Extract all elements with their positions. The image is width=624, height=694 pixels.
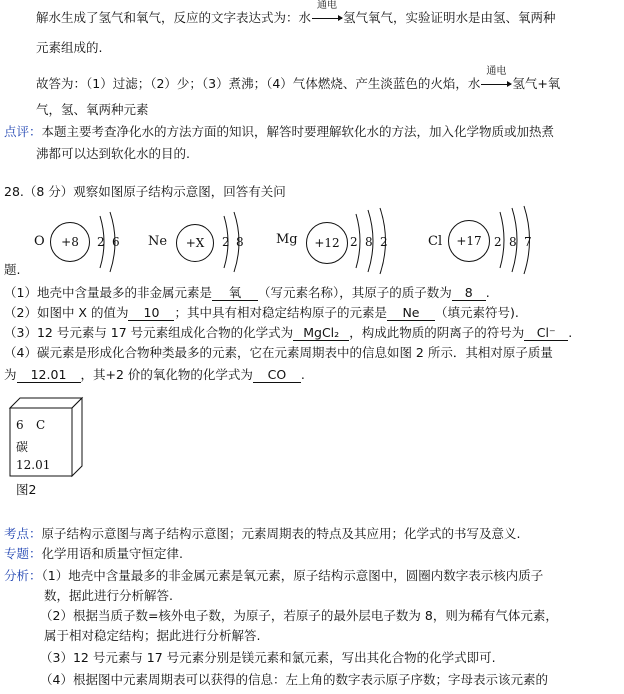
nucleus: +12 bbox=[306, 222, 348, 264]
part-text: . bbox=[568, 325, 573, 340]
part-text: . bbox=[485, 285, 490, 300]
question-28-header: 28.（8 分）观察如图原子结构示意图，回答有关问 bbox=[4, 184, 286, 199]
shell-count: 2 bbox=[222, 235, 230, 249]
part-text: （3）12 号元素与 17 号元素组成化合物的化学式为 bbox=[4, 325, 294, 340]
analysis-2-line-1: （2）根据当质子数=核外电子数，为原子，若原子的最外层电子数为 8，则为稀有气体元素， bbox=[40, 608, 558, 623]
part-text: （2）如图中 X 的值为 bbox=[4, 305, 129, 320]
answer-blank: CO bbox=[253, 368, 301, 383]
nucleus: +8 bbox=[50, 222, 90, 262]
answer-blank: 8 bbox=[452, 286, 486, 301]
analysis-label: 分析： bbox=[4, 568, 42, 583]
part-text: ；其中具有相对稳定结构原子的元素是 bbox=[174, 305, 387, 320]
intro-text: 氢气氧气，实验证明水是由氢、氧两种 bbox=[343, 10, 556, 25]
analysis-1-line-2: 数，据此进行分析解答. bbox=[44, 588, 173, 603]
part-4-line-1: （4）碳元素是形成化合物种类最多的元素，它在元素周期表中的信息如图 2 所示．其相对原子质量 bbox=[4, 345, 553, 360]
reaction-arrow bbox=[480, 66, 512, 92]
reaction-arrow bbox=[311, 0, 343, 26]
atomic-mass: 12.01 bbox=[16, 458, 51, 472]
answer-blank: MgCl₂ bbox=[293, 326, 349, 341]
analysis-text: （1）地壳中含量最多的非金属元素是氧元素，原子结构示意图中，圆圈内数字表示核内质子 bbox=[41, 568, 544, 583]
shell-count: 8 bbox=[509, 235, 517, 249]
comment-line-2: 沸都可以达到软化水的目的. bbox=[36, 146, 190, 161]
part-text: （1）地壳中含量最多的非金属元素是 bbox=[4, 285, 212, 300]
figure-caption: 图2 bbox=[16, 482, 37, 497]
shell-count: 2 bbox=[380, 235, 388, 249]
element-symbol: Cl bbox=[428, 234, 443, 249]
knowledge-point bbox=[4, 526, 521, 542]
analysis-4: （4）根据图中元素周期表可以获得的信息：左上角的数字表示原子序数；字母表示该元素的 bbox=[40, 672, 548, 687]
element-name: 碳 bbox=[16, 440, 29, 454]
shell-count: 2 bbox=[350, 235, 358, 249]
answer-blank: Cl⁻ bbox=[524, 326, 568, 341]
part-text: ，其+2 价的氧化物的化学式为 bbox=[80, 367, 253, 382]
shell-count: 8 bbox=[365, 235, 373, 249]
knowledge-label: 考点： bbox=[4, 526, 42, 541]
topic-text: 化学用语和质量守恒定律. bbox=[41, 546, 183, 561]
comment-label: 点评： bbox=[4, 124, 42, 139]
element-symbol: Mg bbox=[276, 232, 298, 247]
part-text: . bbox=[300, 367, 305, 382]
topic bbox=[4, 546, 183, 562]
element-symbol: O bbox=[34, 234, 45, 249]
answer-line-1 bbox=[36, 66, 561, 92]
comment-text: 本题主要考查净化水的方法方面的知识，解答时要理解软化水的方法，加入化学物质或加热煮 bbox=[41, 124, 555, 139]
part-text: （填元素符号). bbox=[434, 305, 519, 320]
analysis-1-line-1 bbox=[4, 568, 543, 584]
answer-blank: 氧 bbox=[212, 286, 258, 301]
intro-line-1 bbox=[36, 0, 556, 26]
knowledge-text: 原子结构示意图与离子结构示意图；元素周期表的特点及其应用；化学式的书写及意义. bbox=[41, 526, 521, 541]
question-28-tail: 题. bbox=[4, 262, 21, 277]
part-text: （写元素名称），其原子的质子数为 bbox=[257, 285, 452, 300]
answer-blank: Ne bbox=[387, 306, 435, 321]
shell-count: 8 bbox=[236, 235, 244, 249]
part-1 bbox=[4, 285, 490, 301]
answer-line-2: 气，氢、氧两种元素 bbox=[36, 102, 149, 117]
analysis-2-line-2: 属于相对稳定结构；据此进行分析解答. bbox=[44, 628, 261, 643]
nucleus: +X bbox=[176, 224, 214, 262]
answer-text: 氢气+氧 bbox=[512, 76, 561, 91]
nucleus: +17 bbox=[448, 220, 490, 262]
analysis-3: （3）12 号元素与 17 号元素分别是镁元素和氯元素，写出其化合物的化学式即可. bbox=[40, 650, 496, 665]
shell-count: 2 bbox=[494, 235, 502, 249]
topic-label: 专题： bbox=[4, 546, 42, 561]
shell-count: 6 bbox=[112, 235, 120, 249]
answer-blank: 12.01 bbox=[17, 368, 81, 383]
shell-count: 2 bbox=[97, 235, 105, 249]
atomic-number: 6 bbox=[16, 418, 24, 432]
arrow-condition: 通电 bbox=[317, 0, 338, 11]
intro-text: 解水生成了氢气和氧气，反应的文字表达式为：水 bbox=[36, 10, 312, 25]
comment-line-1 bbox=[4, 124, 554, 140]
part-4-line-2 bbox=[4, 367, 305, 383]
answer-text: 故答为：（1）过滤；（2）少；（3）煮沸；（4）气体燃烧、产生淡蓝色的火焰，水 bbox=[36, 76, 481, 91]
intro-line-2: 元素组成的. bbox=[36, 40, 103, 55]
part-2 bbox=[4, 305, 519, 321]
part-text: 为 bbox=[4, 367, 17, 382]
part-3 bbox=[4, 325, 572, 341]
element-symbol: C bbox=[36, 418, 46, 432]
answer-blank: 10 bbox=[128, 306, 174, 321]
arrow-condition: 通电 bbox=[486, 66, 507, 77]
part-text: ，构成此物质的阴离子的符号为 bbox=[349, 325, 525, 340]
element-symbol: Ne bbox=[148, 234, 168, 249]
shell-count: 7 bbox=[524, 235, 532, 249]
